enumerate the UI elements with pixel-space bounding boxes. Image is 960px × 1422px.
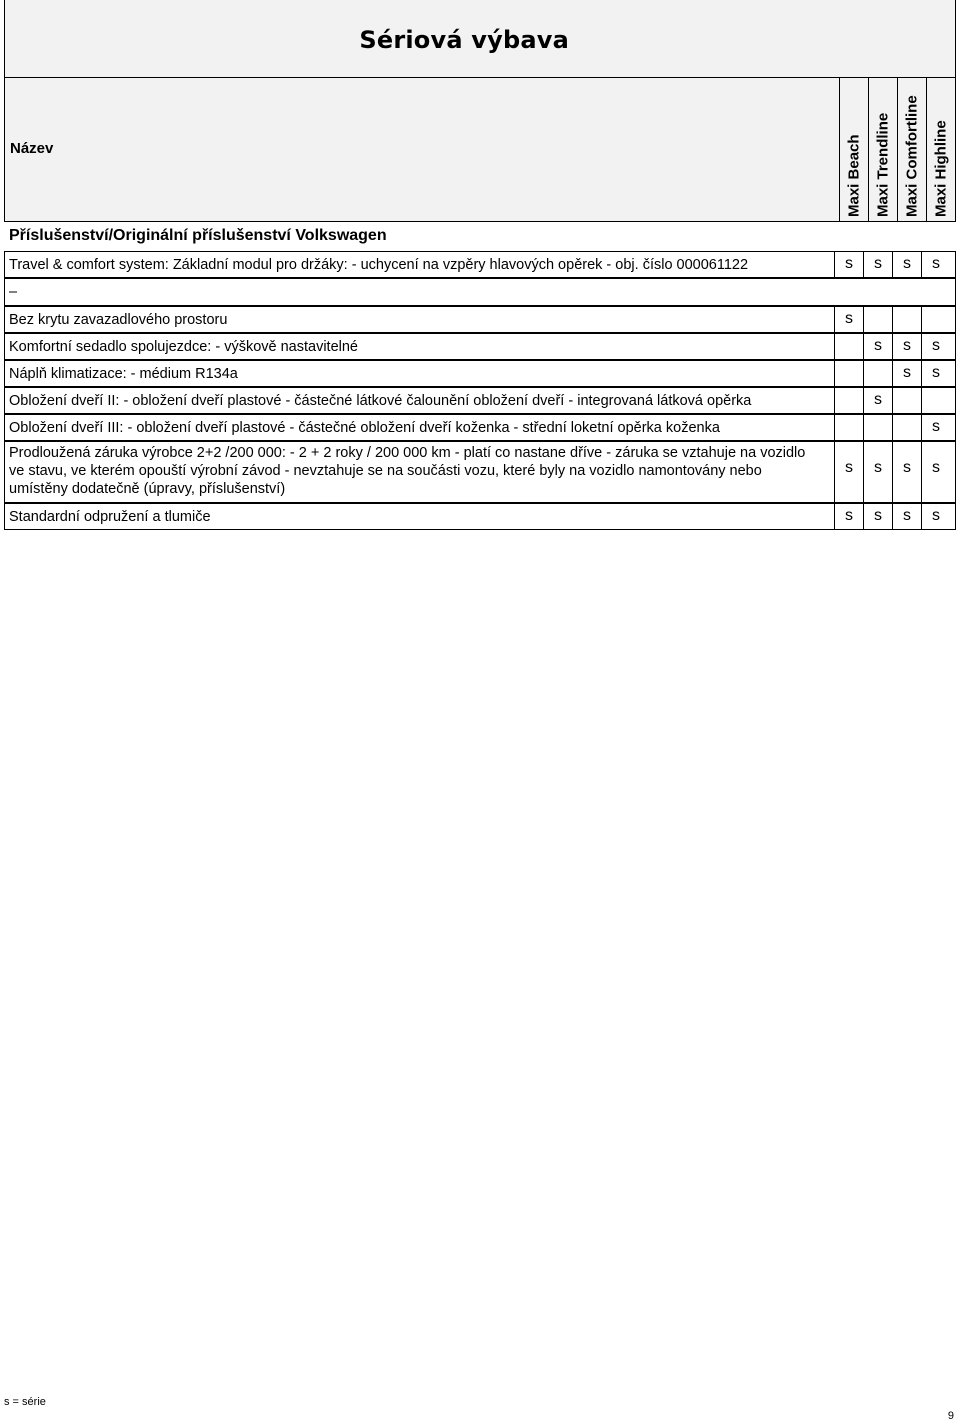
availability-cell: [863, 306, 892, 333]
name-column-header: Název: [10, 140, 54, 157]
table-row: [4, 333, 956, 360]
availability-cell: [921, 251, 950, 278]
availability-cell: [892, 278, 921, 306]
availability-mark: s: [903, 255, 911, 272]
availability-cell: [834, 414, 863, 441]
availability-cell: [921, 360, 950, 387]
availability-mark: s: [874, 507, 882, 524]
availability-cell: [834, 387, 863, 414]
availability-cell: [892, 387, 921, 414]
title-bar: [4, 0, 956, 78]
availability-cell: [892, 333, 921, 360]
availability-cell: [863, 387, 892, 414]
availability-cell: [863, 503, 892, 530]
row-label: Náplň klimatizace: - médium R134a: [9, 366, 238, 382]
table-row: [4, 387, 956, 414]
availability-mark: s: [874, 337, 882, 354]
availability-cell: [921, 278, 950, 306]
availability-cell: [834, 306, 863, 333]
row-label: –: [9, 284, 18, 300]
availability-cell: [863, 251, 892, 278]
availability-cell: [863, 278, 892, 306]
availability-cell: [921, 306, 950, 333]
availability-cell: [892, 503, 921, 530]
row-label: Obložení dveří III: - obložení dveří plastové - částečné obložení dveří koženka - střední loketní opěrka koženka: [9, 420, 720, 436]
availability-cell: [921, 387, 950, 414]
availability-mark: s: [903, 507, 911, 524]
column-header-maxi-trendline: Maxi Trendline: [868, 78, 897, 221]
row-label-line: umístěny dodatečně (úpravy, příslušenství): [9, 481, 286, 497]
legend: s = série: [4, 1396, 46, 1408]
availability-cell: [892, 441, 921, 503]
table-row: [4, 414, 956, 441]
availability-cell: [863, 441, 892, 503]
table-row: [4, 441, 956, 503]
availability-mark: s: [932, 418, 940, 435]
row-label: Obložení dveří II: - obložení dveří plastové - částečné látkové čalounění obložení dveří - integrovaná látková opěrka: [9, 393, 752, 409]
availability-cell: [921, 503, 950, 530]
table-row: [4, 360, 956, 387]
availability-cell: [863, 333, 892, 360]
row-label: Standardní odpružení a tlumiče: [9, 509, 211, 525]
availability-cell: [834, 333, 863, 360]
table-row: [4, 278, 956, 306]
table-row: [4, 503, 956, 530]
availability-cell: [834, 278, 863, 306]
column-header-maxi-beach: Maxi Beach: [839, 78, 868, 221]
availability-cell: [834, 503, 863, 530]
availability-cell: [892, 306, 921, 333]
availability-mark: s: [903, 337, 911, 354]
availability-cell: [834, 441, 863, 503]
availability-mark: s: [932, 255, 940, 272]
availability-cell: [892, 251, 921, 278]
table-header: [4, 78, 956, 222]
availability-cell: [892, 414, 921, 441]
availability-cell: [834, 360, 863, 387]
availability-mark: s: [874, 255, 882, 272]
row-label: Travel & comfort system: Základní modul pro držáky: - uchycení na vzpěry hlavových opěrek - obj. číslo 000061122: [9, 257, 749, 273]
column-header-maxi-comfortline: Maxi Comfortline: [897, 78, 926, 221]
availability-mark: s: [903, 459, 911, 476]
availability-mark: s: [845, 507, 853, 524]
availability-cell: [921, 414, 950, 441]
availability-mark: s: [903, 364, 911, 381]
availability-mark: s: [932, 337, 940, 354]
row-label: Komfortní sedadlo spolujezdce: - výškově nastavitelné: [9, 339, 358, 355]
availability-mark: s: [845, 310, 853, 327]
availability-mark: s: [845, 459, 853, 476]
row-label-line: ve stavu, ve kterém opouští výrobní závod - nevztahuje se na součásti vozu, které byly na vozidlo namontovány nebo: [9, 463, 762, 479]
availability-mark: s: [932, 364, 940, 381]
availability-mark: s: [932, 459, 940, 476]
page-title: Sériová výbava: [359, 26, 569, 54]
availability-cell: [863, 414, 892, 441]
section-title: Příslušenství/Originální příslušenství Volkswagen: [9, 227, 387, 244]
availability-cell: [834, 251, 863, 278]
table-row: [4, 251, 956, 278]
row-label: Bez krytu zavazadlového prostoru: [9, 312, 228, 328]
availability-cell: [921, 441, 950, 503]
table-row: [4, 306, 956, 333]
row-label-line: Prodloužená záruka výrobce 2+2 /200 000: - 2 + 2 roky / 200 000 km - platí co nastane dříve - záruka se vztahuje na vozidlo: [9, 445, 806, 461]
availability-mark: s: [874, 459, 882, 476]
availability-cell: [921, 333, 950, 360]
column-header-maxi-highline: Maxi Highline: [926, 78, 955, 221]
availability-cell: [863, 360, 892, 387]
availability-mark: s: [932, 507, 940, 524]
availability-cell: [892, 360, 921, 387]
availability-mark: s: [874, 391, 882, 408]
page-number: 9: [947, 1410, 954, 1422]
availability-mark: s: [845, 255, 853, 272]
